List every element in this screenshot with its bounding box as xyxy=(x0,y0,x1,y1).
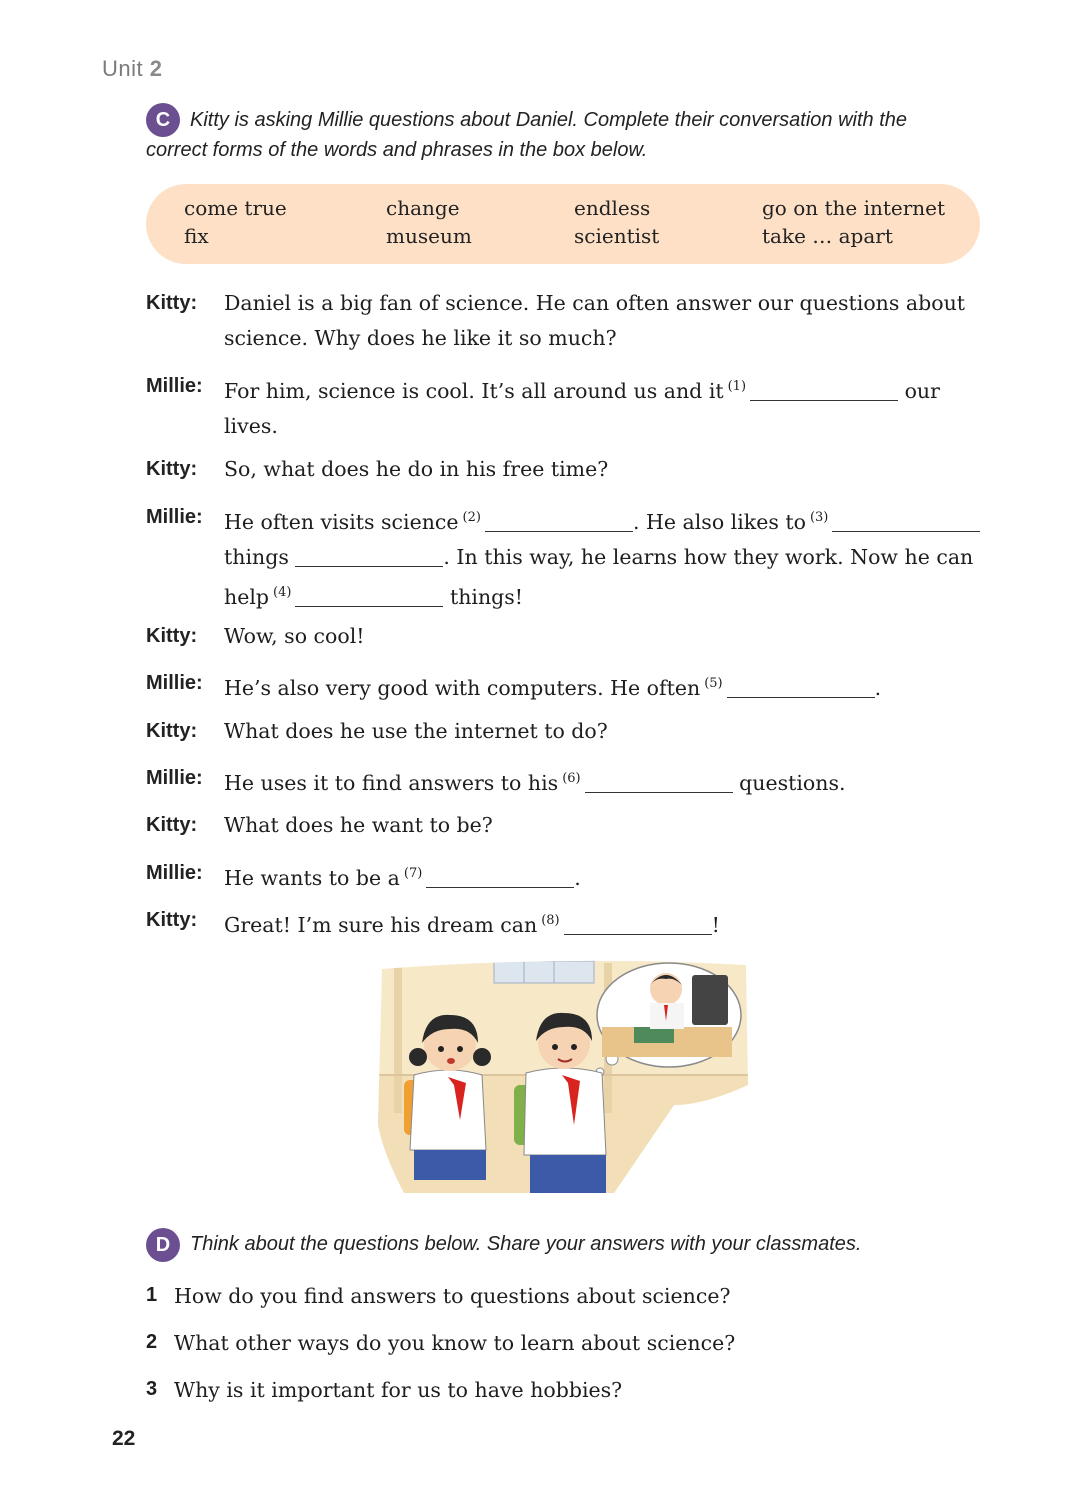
word-item: go on the internet xyxy=(762,196,946,220)
dialogue-text xyxy=(224,369,984,444)
text-segment: Great! I’m sure his dream can xyxy=(224,913,538,937)
question-number: 3 xyxy=(146,1378,158,1400)
speaker-label: Kitty: xyxy=(146,909,198,931)
speaker-label: Kitty: xyxy=(146,292,198,314)
dialogue-text xyxy=(224,808,984,843)
text-segment: Daniel is a big fan of science. He can often answer our questions about xyxy=(224,291,966,315)
speaker-label: Millie: xyxy=(146,506,203,528)
text-segment: things xyxy=(224,545,289,569)
question-text: What other ways do you know to learn about science? xyxy=(174,1331,736,1355)
dialogue-text xyxy=(224,761,984,801)
blank-1[interactable] xyxy=(750,379,898,401)
text-segment: He uses it to find answers to his xyxy=(224,771,559,795)
blank-number: (1) xyxy=(727,379,747,394)
speaker-label: Kitty: xyxy=(146,458,198,480)
blank-number: (8) xyxy=(541,913,560,928)
word-item: come true xyxy=(184,196,287,220)
text-segment: . He also likes to xyxy=(632,510,806,534)
section-d-badge: D xyxy=(146,1228,180,1262)
text-segment: He wants to be a xyxy=(224,866,400,890)
word-item: endless xyxy=(574,196,651,220)
section-d-instruction: Think about the questions below. Share your answers with your classmates. xyxy=(190,1233,862,1255)
speaker-label: Millie: xyxy=(146,767,203,789)
word-item: museum xyxy=(386,224,472,248)
text-segment: What does he use the internet to do? xyxy=(224,719,608,743)
dialogue-text xyxy=(224,666,984,706)
text-segment: help xyxy=(224,585,270,609)
blank-2[interactable] xyxy=(485,510,633,532)
dialogue-text xyxy=(224,286,984,356)
text-segment: . xyxy=(874,676,882,700)
text-segment: ! xyxy=(711,913,720,937)
dialogue-text xyxy=(224,903,984,943)
dialogue-text xyxy=(224,619,984,654)
question-number: 1 xyxy=(146,1284,158,1306)
blank-number: (3) xyxy=(809,510,829,525)
text-segment: our xyxy=(904,379,940,403)
text-segment: For him, science is cool. It’s all around us and it xyxy=(224,379,724,403)
blank-8[interactable] xyxy=(564,913,712,935)
speaker-label: Millie: xyxy=(146,375,203,397)
blank-7[interactable] xyxy=(426,866,574,888)
blank-6[interactable] xyxy=(585,771,733,793)
dialogue-text xyxy=(224,856,984,896)
word-item: scientist xyxy=(574,224,660,248)
blank-number: (7) xyxy=(403,866,423,881)
blank-4[interactable] xyxy=(295,585,443,607)
text-segment: . xyxy=(574,866,581,890)
text-segment: So, what does he do in his free time? xyxy=(224,457,609,481)
dialogue-text xyxy=(224,452,984,487)
unit-header xyxy=(102,56,163,82)
word-box xyxy=(146,184,980,264)
blank-3-part[interactable] xyxy=(295,545,443,567)
section-c-badge: C xyxy=(146,103,180,137)
text-segment: He’s also very good with computers. He often xyxy=(224,676,701,700)
word-item: take … apart xyxy=(762,224,893,248)
text-segment: Wow, so cool! xyxy=(224,624,365,648)
blank-number: (5) xyxy=(704,676,723,691)
speaker-label: Kitty: xyxy=(146,720,198,742)
section-c-instruction-line1: Kitty is asking Millie questions about Daniel. Complete their conversation with the xyxy=(190,109,908,131)
text-segment: science. Why does he like it so much? xyxy=(224,326,617,350)
question-number: 2 xyxy=(146,1331,158,1353)
word-item: change xyxy=(386,196,460,220)
dialogue-text xyxy=(224,714,984,749)
text-segment: questions. xyxy=(739,771,846,795)
dialogue-text xyxy=(224,500,984,615)
speaker-label: Kitty: xyxy=(146,814,198,836)
illustration-kids-talking xyxy=(374,955,750,1193)
question-text: How do you find answers to questions about science? xyxy=(174,1284,731,1308)
word-item: fix xyxy=(184,224,209,248)
unit-label: Unit xyxy=(102,56,144,81)
page-number: 22 xyxy=(112,1427,136,1450)
unit-number: 2 xyxy=(149,56,163,81)
speaker-label: Kitty: xyxy=(146,625,198,647)
text-segment: . In this way, he learns how they work. Now he can xyxy=(443,545,974,569)
blank-5[interactable] xyxy=(727,676,875,698)
text-segment: lives. xyxy=(224,414,278,438)
text-segment: What does he want to be? xyxy=(224,813,493,837)
text-segment: things! xyxy=(449,585,524,609)
blank-3[interactable] xyxy=(832,510,980,532)
section-c-instruction-line2: correct forms of the words and phrases in the box below. xyxy=(146,139,648,161)
text-segment: He often visits science xyxy=(224,510,459,534)
blank-number: (4) xyxy=(273,585,292,600)
speaker-label: Millie: xyxy=(146,862,203,884)
question-text: Why is it important for us to have hobbies? xyxy=(174,1378,623,1402)
blank-number: (6) xyxy=(562,771,581,786)
speaker-label: Millie: xyxy=(146,672,203,694)
blank-number: (2) xyxy=(462,510,481,525)
